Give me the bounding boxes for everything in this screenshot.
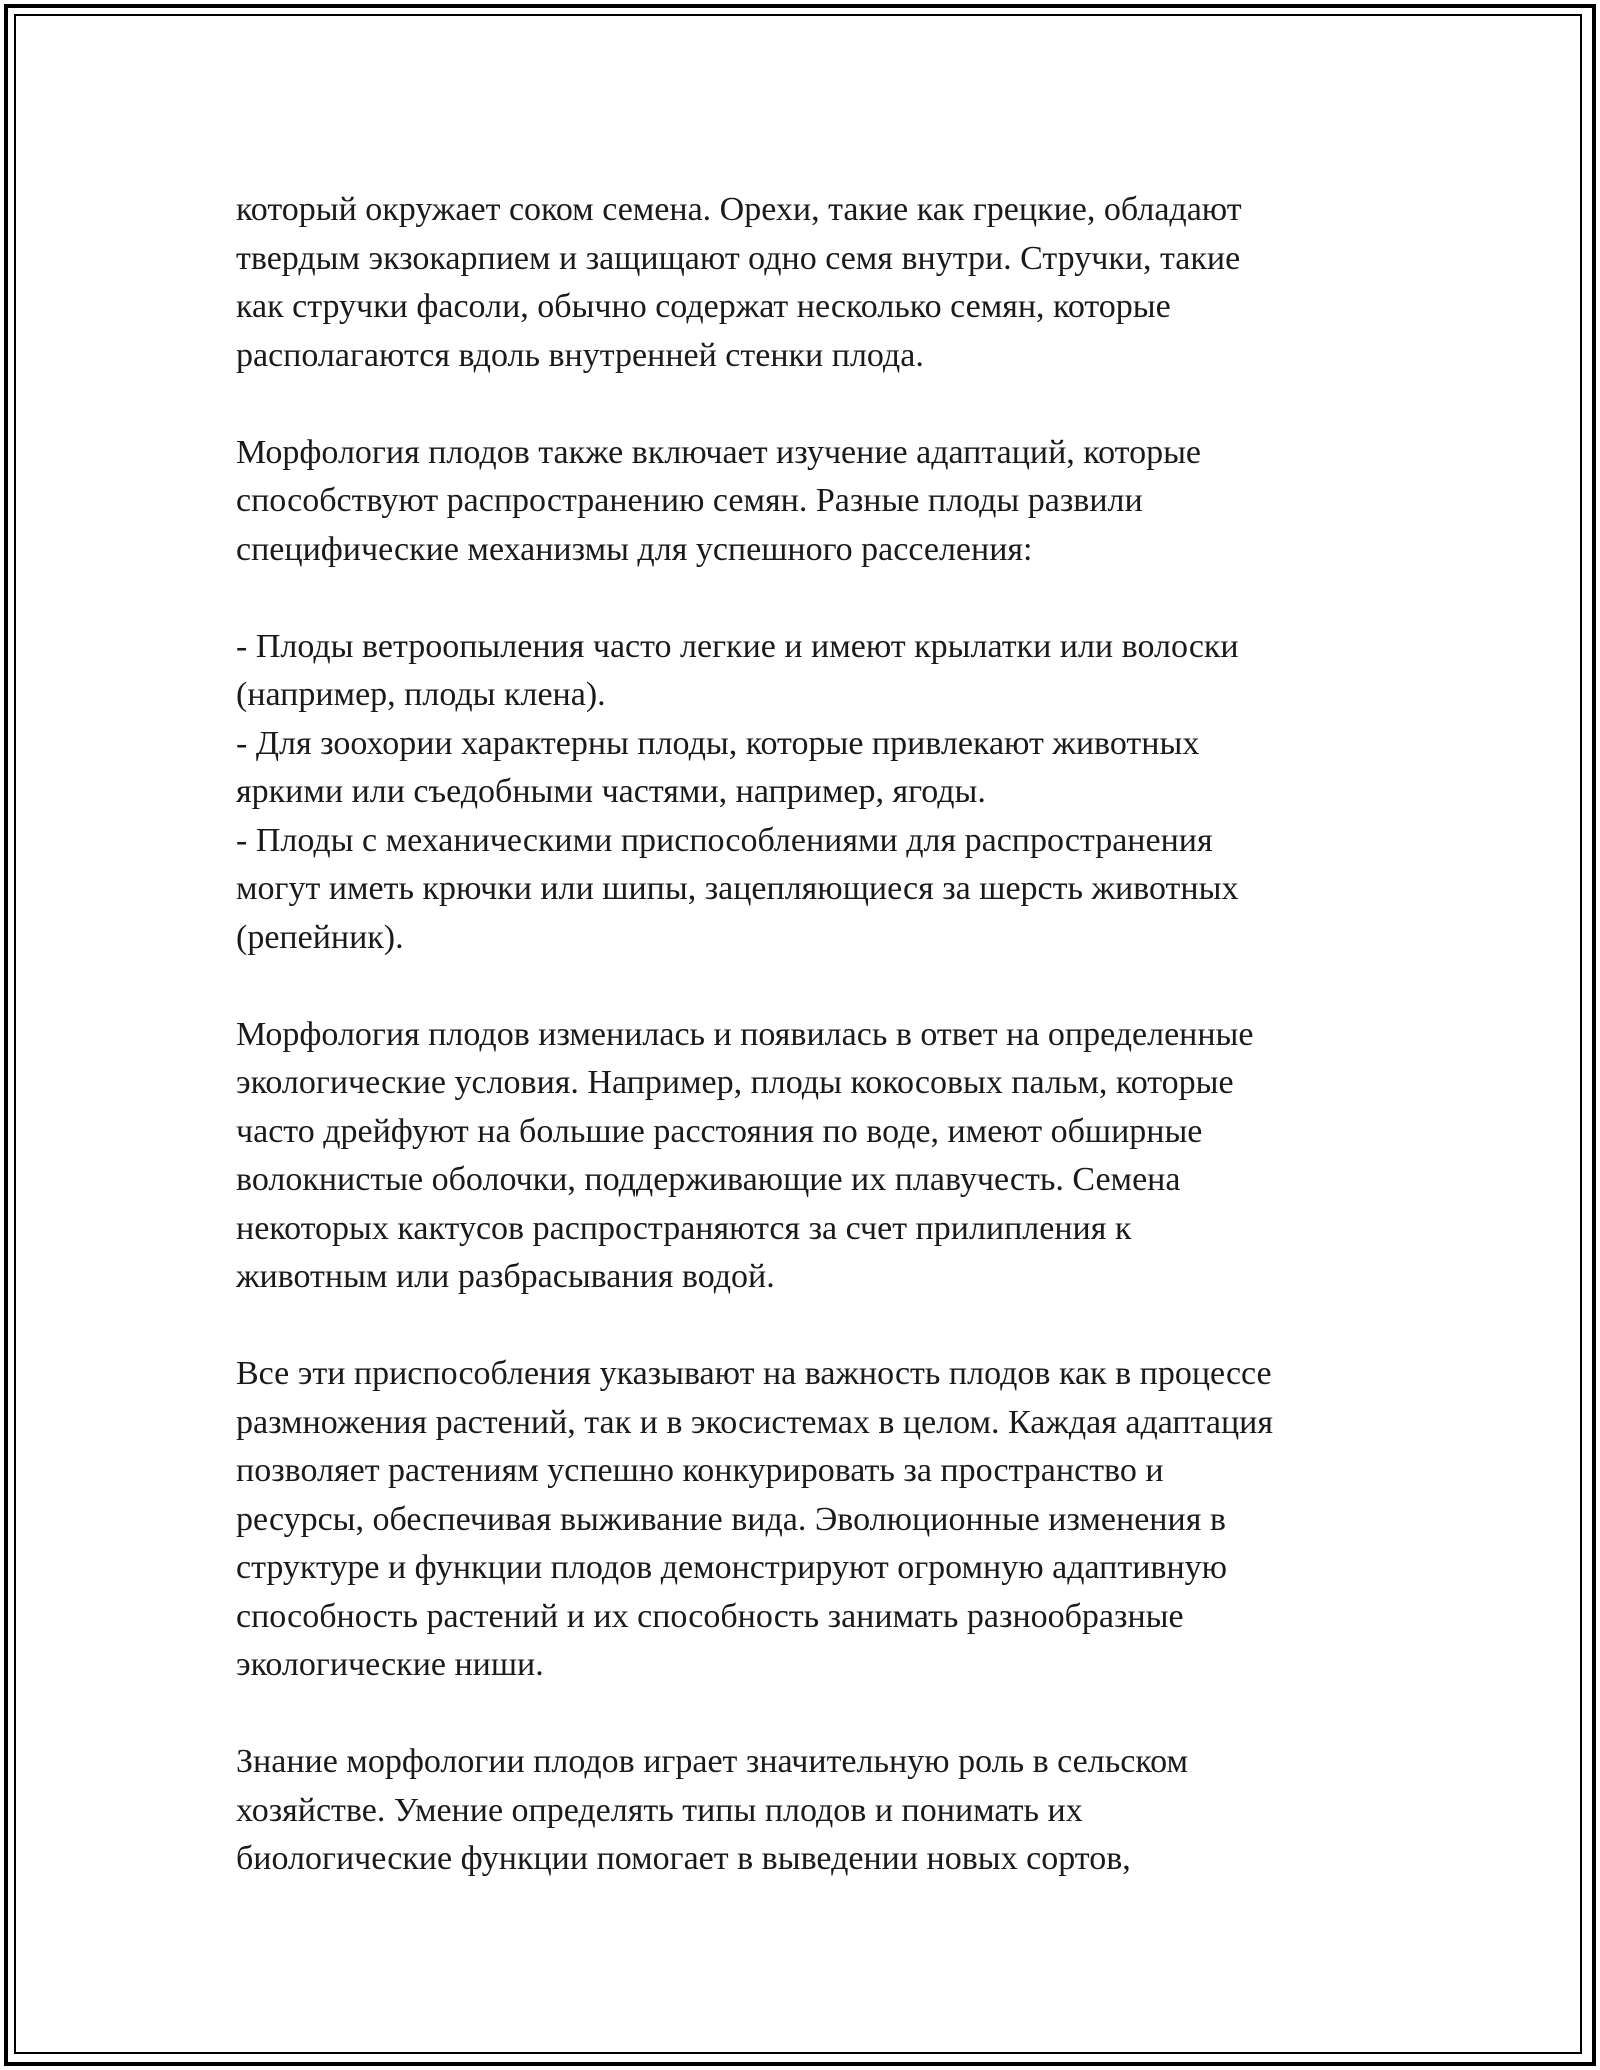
list-item: - Для зоохории характерны плоды, которые привлекают животных яркими или съедобными частями, например, ягоды.: [236, 724, 1200, 810]
paragraph-adaptations-intro: Морфология плодов также включает изучение адаптаций, которые способствуют распространению семян. Разные плоды развили специфические механизмы для успешного расселения:: [236, 433, 1201, 568]
list-item: - Плоды с механическими приспособлениями для распространения могут иметь крючки или шипы, зацепляющиеся за шерсть животных (репейник).: [236, 821, 1239, 956]
paragraph-fruit-types: который окружает соком семена. Орехи, такие как грецкие, обладают твердым экзокарпием и защищают одно семя внутри. Стручки, такие как стручки фасоли, обычно содержат несколько семян, которые располагаются вдоль внутренней стенки плода.: [236, 191, 1242, 374]
document-body: [236, 186, 1376, 1932]
dispersal-list: [236, 623, 1376, 963]
list-item: - Плоды ветроопыления часто легкие и имеют крылатки или волоски (например, плоды клена).: [236, 627, 1239, 713]
paragraph-importance: Все эти приспособления указывают на важность плодов как в процессе размножения растений, так и в экосистемах в целом. Каждая адаптация позволяет растениям успешно конкурировать за пространство и ресурсы, обеспечивая выживание вида. Эволюционные изменения в структуре и функции плодов демонстрируют огромную адаптивную способность растений и их способность занимать разнообразные экологические ниши.: [236, 1355, 1273, 1683]
paragraph-ecological-evolution: Морфология плодов изменилась и появилась в ответ на определенные экологические условия. Например, плоды кокосовых пальм, которые часто дрейфуют на большие расстояния по воде, имеют обширные волокнистые оболочки, поддерживающие их плавучесть. Семена некоторых кактусов распространяются за счет прилипления к животным или разбрасывания водой.: [236, 1015, 1254, 1295]
paragraph-agriculture: Знание морфологии плодов играет значительную роль в сельском хозяйстве. Умение определять типы плодов и понимать их биологические функции помогает в выведении новых сортов,: [236, 1743, 1188, 1877]
